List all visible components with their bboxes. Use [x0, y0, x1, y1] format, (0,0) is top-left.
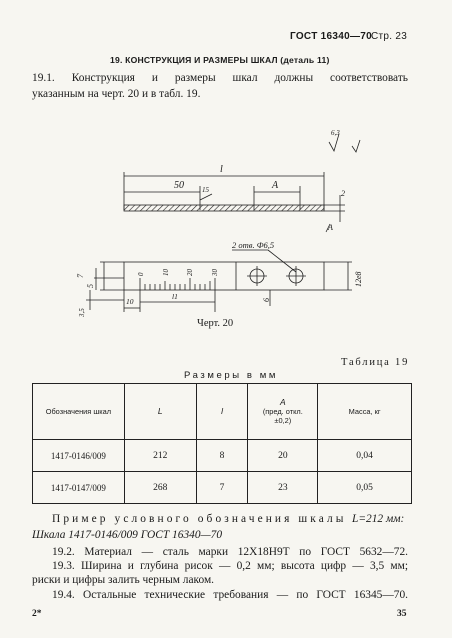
dim-3-5-label: 3,5	[78, 308, 86, 317]
figure-caption: Черт. 20	[197, 318, 234, 329]
section-A-label: A	[328, 223, 333, 232]
dim-A-label: A	[272, 180, 279, 191]
scale-label-30: 30	[211, 269, 219, 276]
table-row	[33, 440, 412, 472]
table-header-row	[33, 384, 412, 440]
dimensions-table	[32, 383, 412, 504]
dim-50-label: 50	[174, 180, 184, 191]
table-title: Размеры в мм	[184, 370, 279, 381]
cell-designation: 1417-0146/009	[33, 440, 125, 472]
cell-A: 23	[248, 472, 318, 504]
page-number: 35	[397, 609, 407, 619]
header-l: l	[196, 384, 248, 440]
paragraph-19-4: 19.4. Остальные технические требования — по ГОСТ 16345—70.	[52, 589, 408, 601]
scale-label-0: 0	[137, 272, 145, 276]
standard-number: ГОСТ 16340—70	[290, 31, 373, 42]
cell-designation: 1417-0147/009	[33, 472, 125, 504]
dim-12e8-label: 12e8	[354, 271, 363, 287]
dim-5-label: 5	[86, 284, 95, 288]
paragraph-19-2: 19.2. Материал — сталь марки 12Х18Н9Т по ГОСТ 5632—72.	[52, 546, 408, 558]
cell-l: 8	[196, 440, 248, 472]
paragraph-19-3-line2: риски и цифры залить черным лаком.	[32, 574, 215, 586]
bottom-dim-10: 10	[126, 297, 134, 306]
example-designation: Шкала 1417-0146/009 ГОСТ 16340—70	[32, 529, 223, 541]
roughness-value: 6,3	[331, 129, 340, 137]
cell-mass: 0,04	[318, 440, 412, 472]
roughness-check-symbol	[352, 140, 360, 152]
header-mass: Масса, кг	[318, 384, 412, 440]
example-heading: Пример условного обозначения шкалы	[52, 513, 347, 525]
paragraph-19-3-line1: 19.3. Ширина и глубина рисок — 0,2 мм; высота цифр — 3,5 мм;	[52, 560, 408, 572]
example-length: L=212 мм:	[352, 513, 405, 525]
header-designation: Обозначения шкал	[33, 384, 125, 440]
bottom-dim-l1: l1	[172, 292, 178, 301]
section-title: 19. КОНСТРУКЦИЯ И РАЗМЕРЫ ШКАЛ (деталь 11)	[110, 55, 330, 65]
holes-callout: 2 отв. Ф6,5	[232, 240, 275, 250]
dim-l-label: l	[220, 164, 223, 175]
page-label: Стр. 23	[371, 31, 408, 42]
table-label: Таблица 19	[341, 357, 410, 368]
paragraph-19-1-line2: указанным на черт. 20 и в табл. 19.	[32, 88, 201, 100]
scale-label-20: 20	[186, 269, 194, 276]
bar-side-view	[124, 205, 324, 211]
dim-15-label: 15	[202, 186, 209, 194]
header-A-tolerance-1: (пред. откл.	[262, 407, 303, 416]
cell-mass: 0,05	[318, 472, 412, 504]
dim-2-label: 2	[341, 189, 345, 198]
cell-L: 212	[124, 440, 196, 472]
cell-L: 268	[124, 472, 196, 504]
scale-label-10: 10	[162, 269, 170, 276]
dim-6-label: 6	[262, 298, 271, 302]
header-A	[248, 384, 318, 440]
table-row	[33, 472, 412, 504]
cell-l: 7	[196, 472, 248, 504]
header-L: L	[124, 384, 196, 440]
header-A-tolerance-2: ±0,2)	[274, 416, 292, 425]
signature-mark: 2*	[32, 609, 42, 619]
paragraph-19-1-line1: 19.1. Конструкция и размеры шкал должны соответствовать	[32, 72, 408, 84]
dim-7-label: 7	[76, 274, 85, 278]
cell-A: 20	[248, 440, 318, 472]
header-A-symbol: A	[279, 397, 286, 407]
